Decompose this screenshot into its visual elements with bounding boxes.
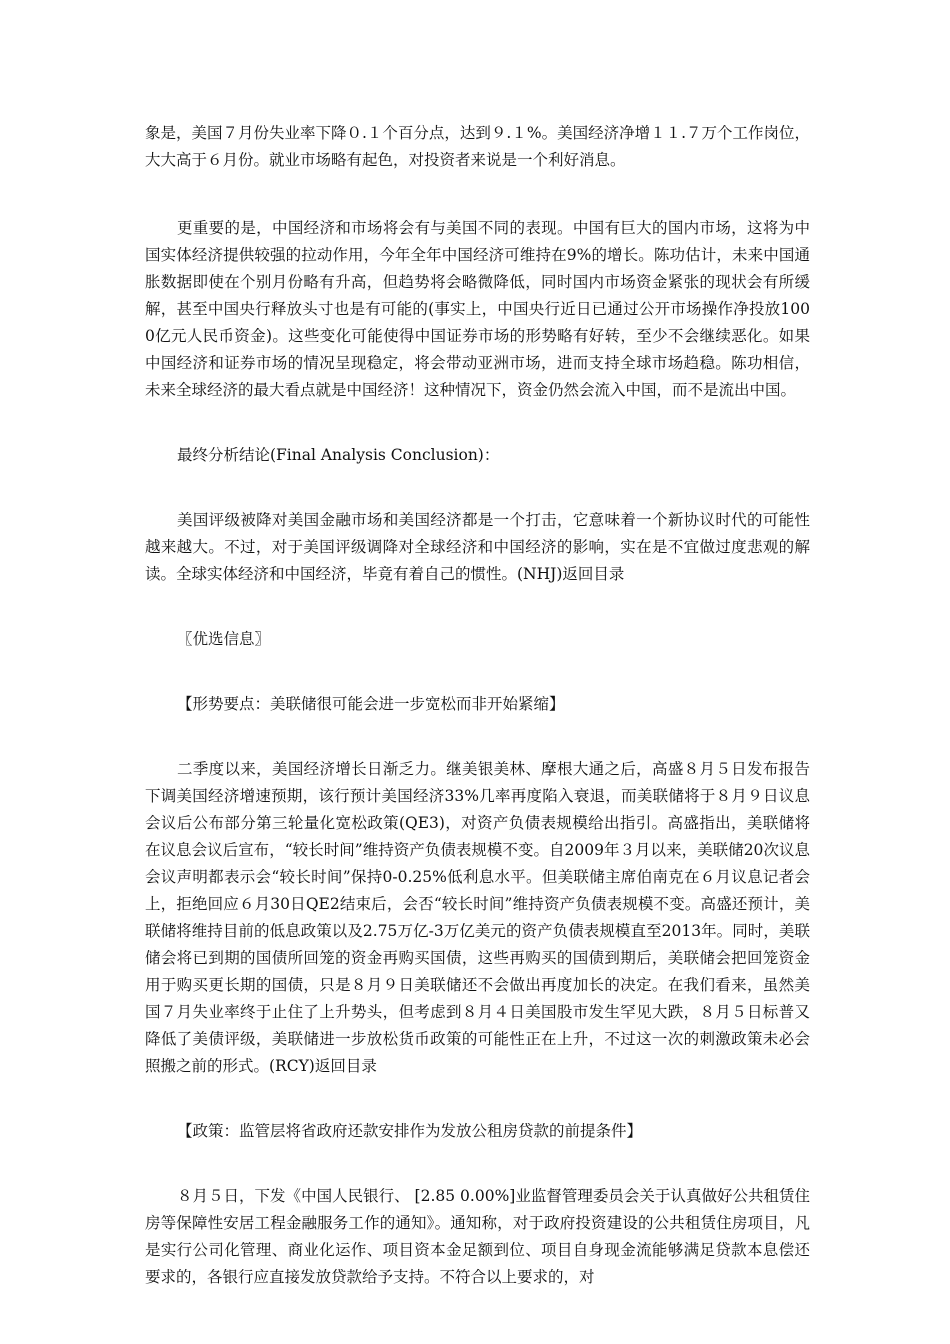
section-label: 〖优选信息〗 xyxy=(177,630,271,648)
paragraph-fed-policy: 二季度以来，美国经济增长日渐乏力。继美银美林、摩根大通之后，高盛８月５日发布报告下调美国经济增速预期，该行预计美国经济33%几率再度陷入衰退，而美联储将于８月９日议息会议后公布部分第三轮量化宽松政策(QE3)，对资产负债表规模给出指引。高盛指出，美联储将在议息会议后宣布，“较长时间”维持资产负债表规模不变。自2009年３月以来，美联储20次议息会议声明都表示会“较长时间”保持0-0.25%低利息水平。但美联储主席伯南克在６月议息记者会上，拒绝回应６月30日QE2结束后，会否“较长时间”维持资产负债表规模不变。高盛还预计，美联储将维持目前的低息政策以及2.75万亿-3万亿美元的资产负债表规模直至2013年。同时，美联储会将已到期的国债所回笼的资金再购买国债，这些再购买的国债到期后，美联储会把回笼资金用于购买更长期的国债，只是８月９日美联储还不会做出再度加长的决定。在我们看来，虽然美国７月失业率终于止住了上升势头，但考虑到８月４日美国股市发生罕见大跌，８月５日标普又降低了美债评级，美联储进一步放松货币政策的可能性正在上升，不过这一次的刺激政策未必会照搬之前的形式。(RCY)返回目录 xyxy=(145,760,810,1075)
paragraph-housing-loans: ８月５日，下发《中国人民银行、 [2.85 0.00%]业监督管理委员会关于认真做好公共租赁住房等保障性安居工程金融服务工作的通知》。通知称，对于政府投资建设的公共租赁住房项目，凡是实行公司化管理、商业化运作、项目资本金足额到位、项目自身现金流能够满足贷款本息偿还要求的，各银行应直接发放贷款给予支持。不符合以上要求的，对 xyxy=(145,1187,810,1286)
paragraph-conclusion: 美国评级被降对美国金融市场和美国经济都是一个打击，它意味着一个新协议时代的可能性越来越大。不过，对于美国评级调降对全球经济和中国经济的影响，实在是不宜做过度悲观的解读。全球实体经济和中国经济，毕竟有着自己的惯性。(NHJ)返回目录 xyxy=(145,511,810,583)
heading-policy: 【政策：监管层将省政府还款安排作为发放公租房贷款的前提条件】 xyxy=(177,1122,643,1140)
heading-situation: 【形势要点：美联储很可能会进一步宽松而非开始紧缩】 xyxy=(177,695,565,713)
paragraph-china-economy: 更重要的是，中国经济和市场将会有与美国不同的表现。中国有巨大的国内市场，这将为中国实体经济提供较强的拉动作用，今年全年中国经济可维持在9%的增长。陈功估计，未来中国通胀数据即使在个别月份略有升高，但趋势将会略微降低，同时国内市场资金紧张的现状会有所缓解，甚至中国央行释放头寸也是有可能的(事实上，中国央行近日已通过公开市场操作净投放1000亿元人民币资金)。这些变化可能使得中国证券市场的形势略有好转，至少不会继续恶化。如果中国经济和证券市场的情况呈现稳定，将会带动亚洲市场，进而支持全球市场趋稳。陈功相信，未来全球经济的最大看点就是中国经济！这种情况下，资金仍然会流入中国，而不是流出中国。 xyxy=(145,219,810,399)
conclusion-heading: 最终分析结论(Final Analysis Conclusion)： xyxy=(177,446,500,464)
document-body xyxy=(145,120,810,1291)
paragraph-unemployment: 象是，美国７月份失业率下降０.１个百分点，达到９.１%。美国经济净增１１.７万个工作岗位，大大高于６月份。就业市场略有起色，对投资者来说是一个利好消息。 xyxy=(145,124,811,169)
